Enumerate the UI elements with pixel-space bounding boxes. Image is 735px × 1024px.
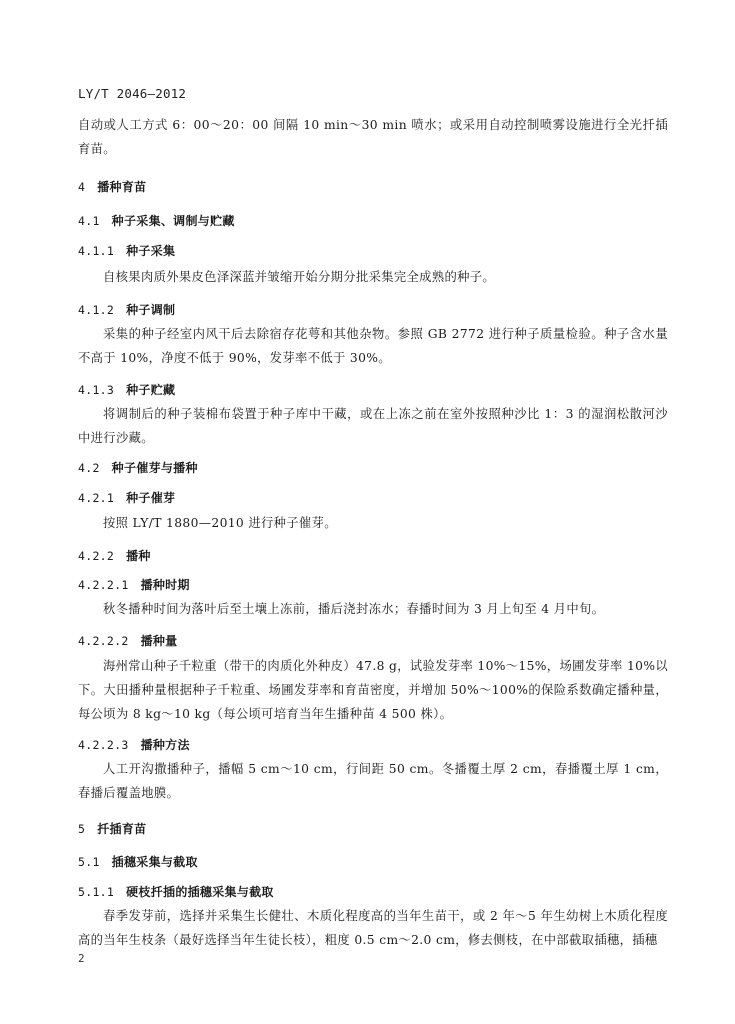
standard-code: LY/T 2046—2012: [78, 86, 187, 101]
paragraph-sowing-time: 秋冬播种时间为落叶后至土壤上冻前，播后浇封冻水；春播时间为 3 月上旬至 4 月中旬。: [103, 602, 605, 616]
section-heading-4-2-2-1: [78, 576, 668, 593]
section-heading-4-1-2: [78, 301, 668, 318]
section-heading-4-1-3: [78, 381, 668, 398]
section-title: 扦插育苗: [97, 822, 147, 836]
section-number: 4.1.3: [78, 383, 115, 397]
section-heading-4-2: [78, 459, 668, 476]
section-heading-4-2-2: [78, 547, 668, 564]
section-title: 插穗采集与截取: [111, 855, 198, 869]
section-number: 4.1: [78, 214, 100, 228]
paragraph-sowing-method: 人工开沟撒播种子，播幅 5 cm～10 cm，行间距 50 cm。冬播覆土厚 2 cm，春播覆土厚 1 cm，春播后覆盖地膜。: [78, 762, 668, 800]
section-title: 播种时期: [140, 578, 190, 592]
section-title: 种子贮藏: [126, 383, 176, 397]
section-heading-4-2-1: [78, 489, 668, 506]
section-title: 种子调制: [126, 303, 176, 317]
paragraph-continued: 自动或人工方式 6：00～20：00 间隔 10 min～30 min 喷水；或采用自动控制喷雾设施进行全光扦插育苗。: [78, 118, 668, 156]
paragraph-seed-germination: 按照 LY/T 1880—2010 进行种子催芽。: [103, 516, 337, 530]
paragraph-cutting-collection: 春季发芽前，选择并采集生长健壮、木质化程度高的当年生苗干，或 2 年～5 年生幼树上木质化程度高的当年生枝条（最好选择当年生徒长枝），粗度 0.5 cm～2.0 cm，修去侧枝，在中部截取插穗，插穗: [78, 909, 668, 947]
section-title: 播种: [126, 549, 151, 563]
section-title: 种子催芽: [126, 491, 176, 505]
section-title: 种子催芽与播种: [111, 461, 198, 475]
section-heading-5: [78, 820, 668, 837]
section-title: 硬枝扦插的插穗采集与截取: [126, 885, 274, 899]
page-number: 2: [78, 952, 85, 965]
section-number: 5.1.1: [78, 885, 115, 899]
section-heading-4-1-1: [78, 242, 668, 259]
section-title: 播种方法: [140, 738, 190, 752]
section-number: 4.2.1: [78, 491, 115, 505]
paragraph-sowing-amount: 海州常山种子千粒重（带干的肉质化外种皮）47.8 g，试验发芽率 10%～15%，场圃发芽率 10%以下。大田播种量根据种子千粒重、场圃发芽率和育苗密度，并增加 50%～100%的保险系数确定播种量，每公顷为 8 kg～10 kg（每公顷可培育当年生播种苗 4 500 株）。: [78, 659, 668, 721]
section-heading-4: [78, 178, 668, 195]
section-heading-5-1-1: [78, 883, 668, 900]
paragraph-seed-storage: 将调制后的种子装棉布袋置于种子库中干藏，或在上冻之前在室外按照种沙比 1：3 的湿润松散河沙中进行沙藏。: [78, 407, 668, 445]
section-number: 4.2.2: [78, 549, 115, 563]
section-number: 4.2.2.3: [78, 738, 129, 752]
section-title: 种子采集、调制与贮藏: [111, 214, 235, 228]
section-number: 4.2.2.1: [78, 578, 129, 592]
section-title: 播种量: [140, 634, 178, 648]
section-number: 4.1.2: [78, 303, 115, 317]
paragraph-seed-collection: 自核果肉质外果皮色泽深蓝并皱缩开始分期分批采集完全成熟的种子。: [103, 270, 496, 284]
section-heading-4-2-2-3: [78, 736, 668, 753]
section-heading-5-1: [78, 853, 668, 870]
section-heading-4-1: [78, 212, 668, 229]
section-title: 种子采集: [126, 244, 176, 258]
section-number: 4: [78, 180, 86, 194]
section-heading-4-2-2-2: [78, 632, 668, 649]
section-number: 4.1.1: [78, 244, 115, 258]
section-number: 4.2.2.2: [78, 634, 129, 648]
section-number: 5.1: [78, 855, 100, 869]
section-number: 4.2: [78, 461, 100, 475]
section-title: 播种育苗: [97, 180, 147, 194]
section-number: 5: [78, 822, 86, 836]
paragraph-seed-processing: 采集的种子经室内风干后去除宿存花萼和其他杂物。参照 GB 2772 进行种子质量检验。种子含水量不高于 10%，净度不低于 90%，发芽率不低于 30%。: [78, 327, 668, 365]
